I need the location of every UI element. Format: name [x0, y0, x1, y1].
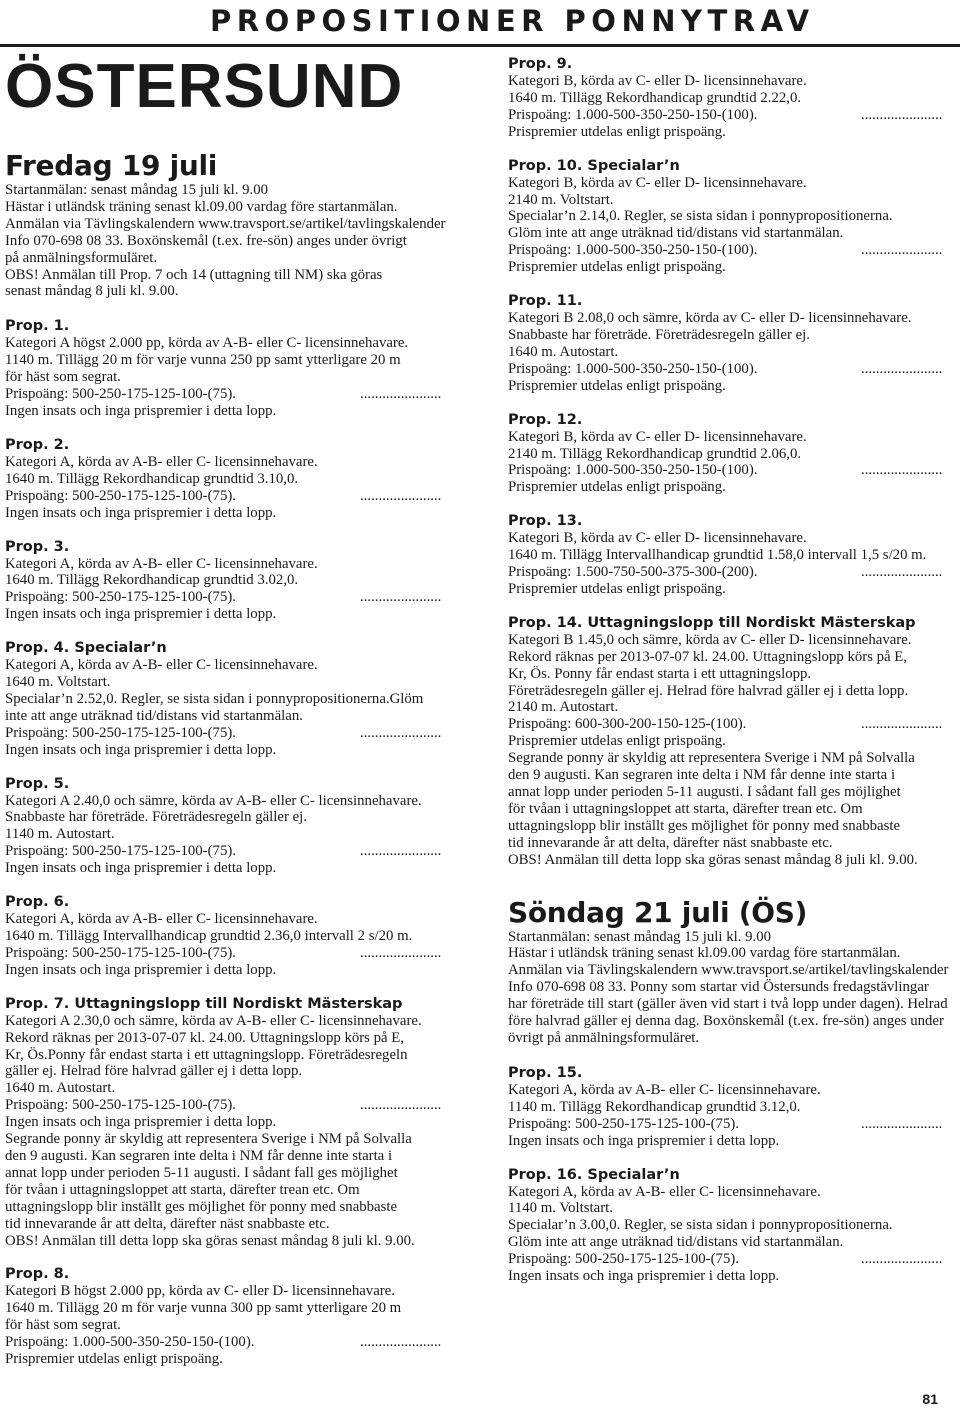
- prop-line: [508, 733, 955, 750]
- prop-text: Ingen insats och inga prispremier i detta lopp.: [5, 1114, 277, 1131]
- prop-text: gäller ej. Helrad före halvrad gäller ej i detta lopp.: [5, 1063, 303, 1080]
- prop-line: [508, 429, 955, 446]
- prop-line: [508, 124, 955, 141]
- prop-line: [508, 632, 955, 649]
- prop-line: [508, 716, 955, 733]
- prop-line: [508, 750, 955, 767]
- prop-line: [508, 784, 955, 801]
- prop-line: [508, 175, 955, 192]
- day-info: [5, 182, 457, 300]
- prop-line: [508, 547, 955, 564]
- prop-line: [508, 699, 955, 716]
- prop-text: 1640 m. Tillägg Rekordhandicap grundtid 2.22,0.: [508, 89, 802, 106]
- prop-line: [508, 225, 955, 242]
- prop-line: [508, 344, 955, 361]
- prop-block: [508, 411, 955, 497]
- prop-text: för häst som segrat.: [5, 369, 121, 386]
- prop-title: Prop. 16. Specialar’n: [508, 1166, 680, 1183]
- prop-text: Prispoäng: 1.000-500-350-250-150-(100).: [508, 462, 758, 479]
- prop-title: Prop. 7. Uttagningslopp till Nordiskt Mästerskap: [5, 995, 403, 1012]
- prop-text: Rekord räknas per 2013-07-07 kl. 24.00. Uttagningslopp körs på E,: [508, 648, 908, 665]
- prop-text: Ingen insats och inga prispremier i detta lopp.: [5, 860, 277, 877]
- dot-leader: ......................: [861, 564, 943, 581]
- prop-text: Kategori A 2.30,0 och sämre, körda av A-B- eller C- licensinnehavare.: [5, 1012, 422, 1029]
- prop-text: Företrädesregeln gäller ej. Helrad före halvrad gäller ej i detta lopp.: [508, 682, 909, 699]
- prop-text: den 9 augusti. Kan segraren inte delta i NM får denne inte starta i: [508, 767, 896, 784]
- prop-text: Prispremier utdelas enligt prispoäng.: [508, 123, 726, 140]
- prop-text: 1140 m. Autostart.: [5, 826, 115, 843]
- prop-title: Prop. 11.: [508, 293, 583, 310]
- prop-line: [5, 843, 457, 860]
- prop-title: Prop. 12.: [508, 411, 583, 428]
- prop-block: [5, 639, 457, 758]
- prop-text: 1640 m. Tillägg Intervallhandicap grundtid 1.58,0 intervall 1,5 s/20 m.: [508, 547, 927, 564]
- prop-line: [508, 192, 955, 209]
- prop-line: [5, 369, 457, 386]
- prop-text: 1640 m. Autostart.: [5, 1080, 116, 1097]
- prop-line: [5, 1351, 457, 1368]
- info-line: Hästar i utländsk träning senast kl.09.00 vardag före startanmälan.: [508, 945, 901, 962]
- prop-text: Ingen insats och inga prispremier i detta lopp.: [508, 1132, 780, 1149]
- prop-line: [508, 479, 955, 496]
- prop-text: Kategori B, körda av C- eller D- licensinnehavare.: [508, 174, 807, 191]
- dot-leader: ......................: [360, 1334, 442, 1351]
- prop-text: Kr, Ös. Ponny får endast starta i ett uttagningslopp.: [508, 665, 812, 682]
- prop-line: [508, 1184, 955, 1201]
- info-line: Hästar i utländsk träning senast kl.09.00 vardag före startanmälan.: [5, 198, 398, 215]
- prop-line: [5, 1063, 457, 1080]
- prop-text: Kategori B, körda av C- eller D- licensinnehavare.: [508, 428, 807, 445]
- left-column: [5, 150, 457, 1368]
- prop-text: för häst som segrat.: [5, 1317, 121, 1334]
- page-number: 81: [922, 1391, 938, 1407]
- prop-text: 2140 m. Voltstart.: [508, 191, 614, 208]
- prop-line: [5, 352, 457, 369]
- prop-line: [5, 826, 457, 843]
- prop-list-right-2: [508, 1064, 955, 1285]
- section-header: PROPOSITIONER PONNYTRAV: [210, 4, 815, 38]
- prop-title: Prop. 5.: [5, 775, 70, 792]
- prop-text: OBS! Anmälan till detta lopp ska göras senast måndag 8 juli kl. 9.00.: [5, 1232, 415, 1249]
- day-title: Söndag 21 juli (ÖS): [508, 895, 808, 929]
- prop-text: uttagningslopp blir inställt ges möjlighet för ponny med snabbaste: [508, 817, 901, 834]
- dot-leader: ......................: [861, 1115, 943, 1132]
- prop-text: Prispoäng: 500-250-175-125-100-(75).: [5, 843, 236, 860]
- prop-line: [5, 1097, 457, 1114]
- prop-text: Snabbaste har företräde. Företrädesregeln gäller ej.: [5, 809, 307, 826]
- prop-line: [508, 564, 955, 581]
- prop-block: [508, 292, 955, 395]
- prop-text: Prispoäng: 1.000-500-350-250-150-(100).: [508, 360, 758, 377]
- prop-title: Prop. 9.: [508, 56, 573, 72]
- prop-title: Prop. 6.: [5, 894, 70, 911]
- info-line: Startanmälan: senast måndag 15 juli kl. 9.00: [508, 928, 772, 945]
- info-line: senast måndag 8 juli kl. 9.00.: [5, 283, 179, 300]
- prop-text: Kategori A högst 2.000 pp, körda av A-B- eller C- licensinnehavare.: [5, 335, 409, 352]
- prop-title: Prop. 1.: [5, 318, 70, 335]
- prop-text: inte att ange uträknad tid/distans vid startanmälan.: [5, 707, 303, 724]
- prop-line: [508, 462, 955, 479]
- prop-block: [5, 436, 457, 522]
- prop-text: Kr, Ös.Ponny får endast starta i ett uttagningslopp. Företrädesregeln: [5, 1046, 408, 1063]
- prop-text: Glöm inte att ange uträknad tid/distans vid startanmälan.: [508, 225, 844, 242]
- prop-text: tid innevarande år att delta, därefter näst snabbaste etc.: [5, 1215, 330, 1232]
- prop-text: annat lopp under perioden 5-11 augusti. I sådant fall ges möjlighet: [508, 784, 901, 800]
- prop-title: Prop. 8.: [5, 1266, 70, 1283]
- prop-list-right: [508, 55, 955, 869]
- prop-text: Prispremier utdelas enligt prispoäng.: [508, 580, 726, 597]
- prop-text: Prispoäng: 1.000-500-350-250-150-(100).: [508, 242, 758, 259]
- prop-line: [508, 446, 955, 463]
- prop-text: Snabbaste har företräde. Företrädesregeln gäller ej.: [508, 326, 810, 343]
- right-column: [508, 55, 955, 1285]
- day-info: [508, 929, 955, 1047]
- prop-text: 1140 m. Tillägg Rekordhandicap grundtid 3.12,0.: [508, 1098, 801, 1115]
- prop-line: [5, 945, 457, 962]
- prop-line: [508, 378, 955, 395]
- prop-text: för tvåan i uttagningsloppet att starta, därefter trean etc. Om: [508, 800, 863, 817]
- prop-text: Kategori B 1.45,0 och sämre, körda av C- eller D- licensinnehavare.: [508, 631, 912, 648]
- prop-text: Prispremier utdelas enligt prispoäng.: [508, 479, 726, 496]
- prop-line: [5, 1114, 457, 1131]
- prop-text: Glöm inte att ange uträknad tid/distans vid startanmälan.: [508, 1234, 844, 1251]
- prop-block: [508, 1166, 955, 1285]
- info-line: på anmälningsformuläret.: [5, 249, 158, 266]
- prop-text: 1640 m. Autostart.: [508, 343, 619, 360]
- prop-block: [508, 614, 955, 869]
- prop-text: 1640 m. Voltstart.: [5, 674, 111, 691]
- prop-text: 1640 m. Tillägg Intervallhandicap grundtid 2.36,0 intervall 2 s/20 m.: [5, 928, 413, 944]
- dot-leader: ......................: [360, 589, 442, 606]
- prop-line: [5, 1233, 457, 1250]
- prop-text: Prispoäng: 500-250-175-125-100-(75).: [5, 589, 236, 606]
- prop-title: Prop. 14. Uttagningslopp till Nordiskt Mästerskap: [508, 614, 916, 631]
- prop-text: Prispremier utdelas enligt prispoäng.: [508, 377, 726, 394]
- prop-text: Specialar’n 2.14,0. Regler, se sista sidan i ponnypropositionerna.: [508, 208, 893, 225]
- prop-block: [508, 512, 955, 598]
- info-line: Startanmälan: senast måndag 15 juli kl. 9.00: [5, 182, 269, 198]
- prop-text: 1140 m. Tillägg 20 m för varje vunna 250 pp samt ytterligare 20 m: [5, 352, 401, 369]
- prop-line: [508, 90, 955, 107]
- prop-line: [5, 911, 457, 928]
- prop-line: [5, 556, 457, 573]
- prop-text: 2140 m. Autostart.: [508, 699, 619, 716]
- prop-line: [508, 530, 955, 547]
- prop-text: Prispoäng: 500-250-175-125-100-(75).: [5, 1097, 236, 1114]
- prop-line: [5, 454, 457, 471]
- prop-line: [508, 310, 955, 327]
- dot-leader: ......................: [861, 106, 943, 123]
- prop-text: Prispremier utdelas enligt prispoäng.: [508, 733, 726, 750]
- prop-line: [5, 691, 457, 708]
- prop-text: Specialar’n 2.52,0. Regler, se sista sidan i ponnypropositionerna.Glöm: [5, 690, 424, 707]
- prop-line: [5, 928, 457, 945]
- prop-block: [5, 775, 457, 878]
- prop-list-left: [5, 317, 457, 1368]
- prop-text: Kategori A, körda av A-B- eller C- licensinnehavare.: [5, 555, 318, 572]
- prop-text: Prispoäng: 500-250-175-125-100-(75).: [508, 1115, 739, 1132]
- prop-line: [508, 107, 955, 124]
- prop-line: [5, 505, 457, 522]
- prop-text: 2140 m. Tillägg Rekordhandicap grundtid 2.06,0.: [508, 445, 802, 462]
- prop-text: Segrande ponny är skyldig att representera Sverige i NM på Solvalla: [508, 750, 915, 767]
- header-rule: [0, 44, 960, 47]
- info-line: Info 070-698 08 33. Ponny som startar vid Östersunds fredagstävlingar: [508, 979, 929, 996]
- city-title: ÖSTERSUND: [5, 52, 404, 121]
- prop-text: Prispoäng: 600-300-200-150-125-(100).: [508, 716, 747, 733]
- prop-text: Ingen insats och inga prispremier i detta lopp.: [5, 402, 277, 419]
- prop-line: [508, 1116, 955, 1133]
- prop-line: [508, 649, 955, 666]
- prop-line: [5, 860, 457, 877]
- prop-text: tid innevarande år att delta, därefter näst snabbaste etc.: [508, 834, 833, 851]
- info-line: OBS! Anmälan till Prop. 7 och 14 (uttagning till NM) ska göras: [5, 266, 383, 283]
- prop-text: Prispoäng: 1.500-750-500-375-300-(200).: [508, 564, 758, 581]
- prop-title: Prop. 4. Specialar’n: [5, 640, 167, 657]
- dot-leader: ......................: [861, 242, 943, 259]
- prop-line: [508, 1082, 955, 1099]
- prop-text: Ingen insats och inga prispremier i detta lopp.: [5, 504, 277, 521]
- prop-text: Kategori A, körda av A-B- eller C- licensinnehavare.: [5, 657, 318, 674]
- prop-text: Segrande ponny är skyldig att representera Sverige i NM på Solvalla: [5, 1131, 412, 1148]
- prop-text: Prispremier utdelas enligt prispoäng.: [5, 1351, 223, 1368]
- prop-line: [508, 1251, 955, 1268]
- prop-line: [5, 572, 457, 589]
- prop-block: [508, 55, 955, 141]
- prop-line: [508, 1217, 955, 1234]
- prop-text: Prispoäng: 500-250-175-125-100-(75).: [5, 944, 236, 961]
- prop-text: Specialar’n 3.00,0. Regler, se sista sidan i ponnypropositionerna.: [508, 1217, 893, 1234]
- prop-title: Prop. 2.: [5, 436, 70, 453]
- dot-leader: ......................: [360, 487, 442, 504]
- dot-leader: ......................: [360, 386, 442, 403]
- prop-line: [508, 683, 955, 700]
- prop-line: [5, 471, 457, 488]
- prop-line: [508, 852, 955, 869]
- prop-block: [5, 1265, 457, 1368]
- prop-line: [5, 708, 457, 725]
- prop-line: [508, 242, 955, 259]
- prop-text: Kategori B, körda av C- eller D- licensinnehavare.: [508, 530, 807, 547]
- prop-line: [5, 1030, 457, 1047]
- prop-title: Prop. 15.: [508, 1064, 583, 1081]
- dot-leader: ......................: [861, 716, 943, 733]
- prop-line: [5, 1317, 457, 1334]
- dot-leader: ......................: [360, 1097, 442, 1114]
- prop-text: Kategori B högst 2.000 pp, körda av C- eller D- licensinnehavare.: [5, 1283, 395, 1300]
- prop-line: [508, 801, 955, 818]
- info-line: före halvrad gäller ej denna dag. Boxönskemål (t.ex. fre-sön) anges under: [508, 1013, 944, 1030]
- prop-line: [5, 386, 457, 403]
- prop-text: Kategori A, körda av A-B- eller C- licensinnehavare.: [508, 1081, 821, 1098]
- prop-text: uttagningslopp blir inställt ges möjlighet för ponny med snabbaste: [5, 1198, 398, 1215]
- prop-line: [508, 361, 955, 378]
- prop-line: [5, 657, 457, 674]
- dot-leader: ......................: [861, 462, 943, 479]
- prop-text: Kategori A, körda av A-B- eller C- licensinnehavare.: [508, 1183, 821, 1200]
- prop-text: annat lopp under perioden 5-11 augusti. I sådant fall ges möjlighet: [5, 1164, 398, 1181]
- prop-text: Ingen insats och inga prispremier i detta lopp.: [5, 961, 277, 978]
- prop-block: [5, 538, 457, 624]
- prop-line: [5, 742, 457, 759]
- prop-line: [5, 1300, 457, 1317]
- prop-line: [5, 488, 457, 505]
- prop-text: Ingen insats och inga prispremier i detta lopp.: [5, 741, 277, 758]
- info-line: Anmälan via Tävlingskalendern www.travsport.se/artikel/tavlingskalender: [5, 215, 446, 232]
- prop-line: [5, 1080, 457, 1097]
- prop-text: Prispoäng: 500-250-175-125-100-(75).: [5, 386, 236, 403]
- prop-text: 1640 m. Tillägg 20 m för varje vunna 300 pp samt ytterligare 20 m: [5, 1300, 402, 1317]
- prop-line: [508, 1268, 955, 1285]
- prop-line: [5, 1148, 457, 1165]
- prop-line: [508, 1200, 955, 1217]
- prop-text: Kategori B 2.08,0 och sämre, körda av C- eller D- licensinnehavare.: [508, 310, 912, 327]
- prop-line: [508, 208, 955, 225]
- prop-text: 1140 m. Voltstart.: [508, 1200, 613, 1217]
- prop-text: Rekord räknas per 2013-07-07 kl. 24.00. Uttagningslopp körs på E,: [5, 1029, 405, 1046]
- dot-leader: ......................: [861, 360, 943, 377]
- prop-block: [5, 893, 457, 979]
- prop-title: Prop. 13.: [508, 513, 583, 530]
- prop-text: den 9 augusti. Kan segraren inte delta i NM får denne inte starta i: [5, 1147, 393, 1164]
- prop-line: [5, 1165, 457, 1182]
- info-line: övrigt på anmälningsformuläret.: [508, 1029, 700, 1046]
- prop-line: [5, 809, 457, 826]
- prop-text: 1640 m. Tillägg Rekordhandicap grundtid 3.02,0.: [5, 572, 299, 589]
- prop-line: [508, 327, 955, 344]
- prop-text: Prispoäng: 1.000-500-350-250-150-(100).: [5, 1334, 255, 1351]
- prop-line: [508, 259, 955, 276]
- prop-text: Prispoäng: 500-250-175-125-100-(75).: [5, 724, 236, 741]
- prop-block: [508, 157, 955, 276]
- prop-line: [508, 1234, 955, 1251]
- dot-leader: ......................: [360, 724, 442, 741]
- prop-line: [5, 589, 457, 606]
- day-title: Fredag 19 juli: [5, 149, 218, 182]
- prop-text: Kategori A, körda av A-B- eller C- licensinnehavare.: [5, 911, 318, 928]
- prop-text: Ingen insats och inga prispremier i detta lopp.: [508, 1268, 780, 1285]
- prop-line: [508, 767, 955, 784]
- prop-text: Prispoäng: 1.000-500-350-250-150-(100).: [508, 106, 758, 123]
- prop-line: [5, 962, 457, 979]
- prop-line: [5, 1013, 457, 1030]
- prop-text: Prispoäng: 500-250-175-125-100-(75).: [508, 1251, 739, 1268]
- prop-line: [5, 606, 457, 623]
- prop-line: [5, 1334, 457, 1351]
- prop-line: [5, 1199, 457, 1216]
- prop-text: Prispoäng: 500-250-175-125-100-(75).: [5, 487, 236, 504]
- prop-line: [5, 1216, 457, 1233]
- prop-title: Prop. 3.: [5, 538, 70, 555]
- prop-line: [5, 335, 457, 352]
- prop-text: Ingen insats och inga prispremier i detta lopp.: [5, 606, 277, 623]
- prop-block: [508, 1064, 955, 1150]
- prop-title: Prop. 10. Specialar’n: [508, 157, 680, 174]
- prop-line: [5, 1047, 457, 1064]
- prop-text: för tvåan i uttagningsloppet att starta, därefter trean etc. Om: [5, 1181, 360, 1198]
- prop-line: [5, 674, 457, 691]
- prop-block: [5, 995, 457, 1250]
- prop-text: Kategori B, körda av C- eller D- licensinnehavare.: [508, 73, 807, 89]
- prop-block: [5, 317, 457, 420]
- dot-leader: ......................: [360, 944, 442, 961]
- dot-leader: ......................: [360, 843, 442, 860]
- info-line: Anmälan via Tävlingskalendern www.travsport.se/artikel/tavlingskalender: [508, 962, 949, 979]
- prop-text: OBS! Anmälan till detta lopp ska göras senast måndag 8 juli kl. 9.00.: [508, 851, 918, 868]
- prop-line: [5, 793, 457, 810]
- prop-text: Kategori A 2.40,0 och sämre, körda av A-B- eller C- licensinnehavare.: [5, 792, 422, 809]
- dot-leader: ......................: [861, 1251, 943, 1268]
- info-line: Info 070-698 08 33. Boxönskemål (t.ex. fre-sön) anges under övrigt: [5, 232, 407, 249]
- prop-text: Prispremier utdelas enligt prispoäng.: [508, 259, 726, 276]
- prop-line: [508, 73, 955, 90]
- prop-text: Kategori A, körda av A-B- eller C- licensinnehavare.: [5, 453, 318, 470]
- info-line: har företräde till start (gäller även vid start i två lopp under dagen). Helrad: [508, 996, 948, 1013]
- prop-line: [5, 1182, 457, 1199]
- prop-line: [508, 835, 955, 852]
- prop-line: [5, 725, 457, 742]
- prop-line: [5, 1283, 457, 1300]
- prop-text: 1640 m. Tillägg Rekordhandicap grundtid 3.10,0.: [5, 470, 299, 487]
- prop-line: [5, 1131, 457, 1148]
- prop-line: [508, 1099, 955, 1116]
- prop-line: [5, 403, 457, 420]
- prop-line: [508, 581, 955, 598]
- prop-line: [508, 1133, 955, 1150]
- prop-line: [508, 666, 955, 683]
- prop-line: [508, 818, 955, 835]
